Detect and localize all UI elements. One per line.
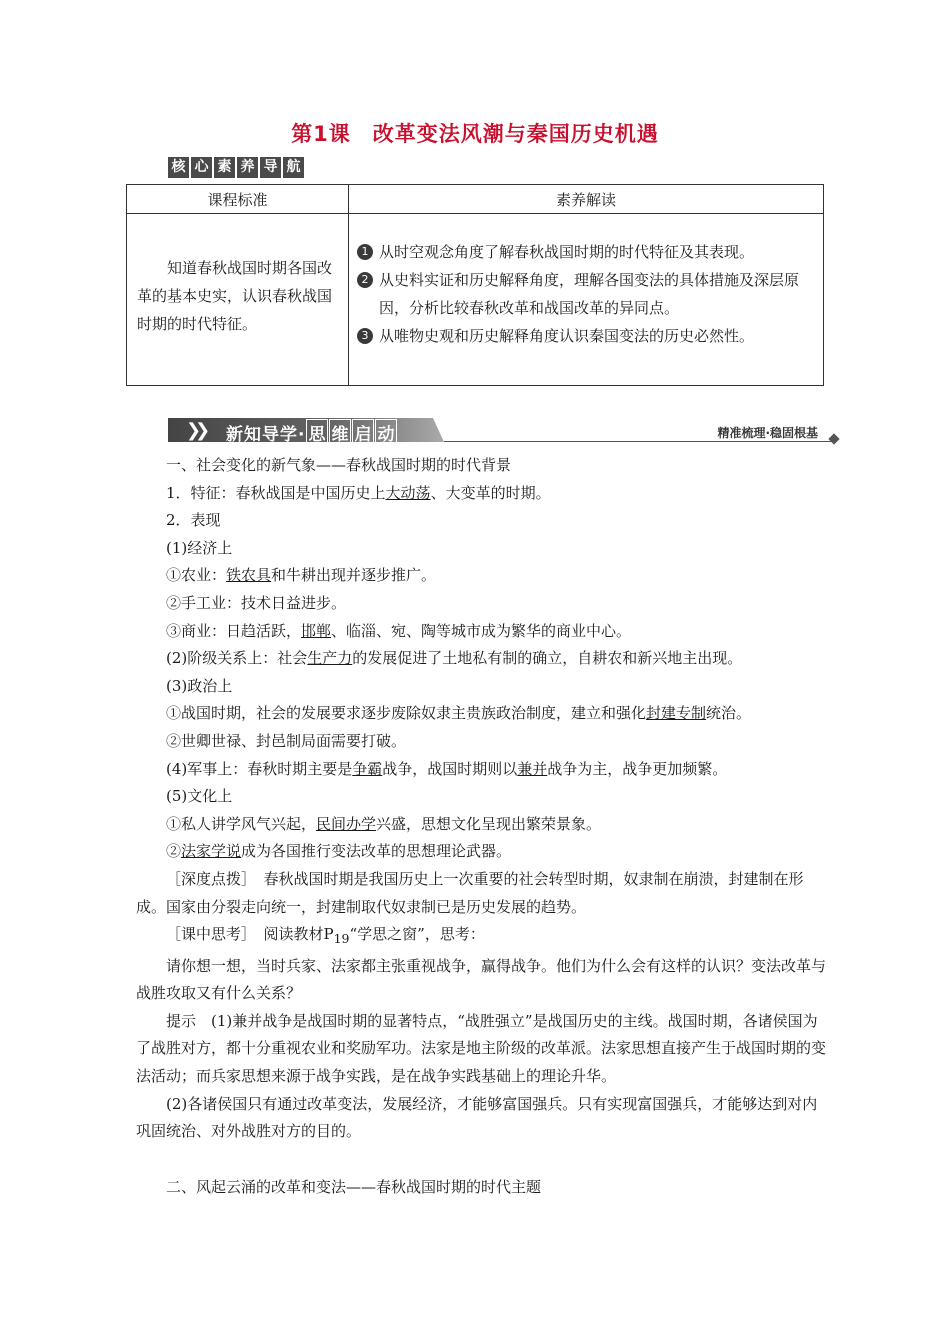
diamond-icon [828,433,839,444]
paragraph [136,838,826,866]
paragraph: (3)政治上 [166,676,233,695]
banner-title-left: 新知导学· [226,425,306,445]
text-span: 成为各国推行变法改革的思想理论武器。 [241,842,512,861]
text-span: 兴盛，思想文化呈现出繁荣景象。 [376,814,602,833]
core-nav-char: 核 [168,157,189,178]
key-term: 邯郸 [301,621,332,640]
text-span: 战争，战国时期则以 [382,759,518,778]
key-term: 兼并 [517,759,548,778]
course-standard-cell: 知道春秋战国时期各国改革的基本史实，认识春秋战国时期的时代特征。 [127,214,349,386]
key-term: 大动荡 [385,483,431,502]
text-span: 和牛耕出现并逐步推广。 [271,566,437,585]
paragraph [136,480,826,508]
text-span: 战争为主，战争更加频繁。 [547,759,728,778]
literacy-item [357,238,815,266]
section-banner [168,414,838,444]
key-term: 争霸 [352,759,383,778]
page-number: 19 [333,931,350,947]
hint: 提示 (1)兼并战争是战国时期的显著特点，“战胜强立”是战国历史的主线。战国时期，各诸侯国为了战胜对方，都十分重视农业和奖励军功。法家是地主阶级的改革派。法家思想直接产生于战国时期的变法活动；而兵家思想来源于战争实践，是在战争实践基础上的理论升华。 [136,1011,827,1086]
key-term: 封建专制 [646,704,707,723]
paragraph [136,700,826,728]
key-term: 生产力 [307,649,353,668]
text-span: 1．特征：春秋战国是中国历史上 [166,483,386,502]
core-nav-char: 养 [237,157,258,178]
text-span: ［课中思考］ 阅读教材P [166,925,334,944]
text-span: 的发展促进了土地私有制的确立，自耕农和新兴地主出现。 [352,649,743,668]
number-circle-icon: 1 [357,244,373,260]
hint: (2)各诸侯国只有通过改革变法，发展经济，才能够富国强兵。只有实现富国强兵，才能够达到对内巩固统治、对外战胜对方的目的。 [136,1094,818,1141]
banner-hl-char: 动 [375,419,397,446]
paragraph [136,562,826,590]
literacy-text: 从时空观念角度了解春秋战国时期的时代特征及其表现。 [379,243,755,261]
header-course-standard: 课程标准 [127,185,349,214]
banner-hl-char: 维 [329,419,351,446]
table-header-row [127,185,824,214]
lesson-title: 第1课 改革变法风潮与秦国历史机遇 [291,122,659,146]
in-class-thinking [136,921,826,953]
literacy-text: 从史料实证和历史解释角度，理解各国变法的具体措施及深层原因，分析比较春秋改革和战国改革的异同点。 [379,271,800,317]
text-span: ①私人讲学风气兴起， [166,814,317,833]
core-nav-char: 导 [260,157,281,178]
paragraph: ②手工业：技术日益进步。 [166,593,347,612]
text-span: “学思之窗”，思考： [349,925,485,944]
paragraph [136,645,826,673]
key-term: 民间办学 [316,814,377,833]
paragraph [136,811,826,839]
literacy-item [357,266,815,322]
text-span: 、大变革的时期。 [430,483,551,502]
text-span: 、临淄、宛、陶等城市成为繁华的商业中心。 [331,621,632,640]
section-heading: 一、社会变化的新气象——春秋战国时期的时代背景 [166,456,512,474]
literacy-cell [349,214,824,386]
text-span: (4)军事上：春秋时期主要是 [166,759,353,778]
chevron-right-icon: ❯❯ [186,420,205,441]
header-literacy-interpretation: 素养解读 [349,185,824,214]
text-span: ①战国时期，社会的发展要求逐步废除奴隶主贵族政治制度，建立和强化 [166,704,647,723]
banner-title [226,419,397,446]
question: 请你想一想，当时兵家、法家都主张重视战争，赢得战争。他们为什么会有这样的认识？变法改革与战胜攻取又有什么关系？ [136,956,827,1003]
paragraph [136,618,826,646]
banner-hl-char: 启 [352,419,374,446]
number-circle-icon: 3 [357,328,373,344]
paragraph: (5)文化上 [166,787,233,806]
number-circle-icon: 2 [357,272,373,288]
core-nav-char: 航 [283,157,304,178]
text-span: 统治。 [706,704,752,723]
deep-insight: ［深度点拨］ 春秋战国时期是我国历史上一次重要的社会转型时期，奴隶制在崩溃，封建制在形成。国家由分裂走向统一，封建制取代奴隶制已是历史发展的趋势。 [136,869,804,916]
core-literacy-table [126,184,824,386]
banner-hl-char: 思 [306,419,328,446]
core-nav-badge [168,157,304,178]
paragraph: 2．表现 [166,511,221,530]
core-nav-char: 心 [191,157,212,178]
paragraph [136,756,826,784]
banner-divider [444,441,832,442]
spacer [136,1146,826,1174]
literacy-text: 从唯物史观和历史解释角度认识秦国变法的历史必然性。 [379,327,755,345]
table-row [127,214,824,386]
lesson-body [136,452,826,1201]
text-span: ② [166,842,182,861]
key-term: 法家学说 [181,842,242,861]
paragraph: ②世卿世禄、封邑制局面需要打破。 [166,731,407,750]
text-span: ①农业： [166,566,227,585]
paragraph: (1)经济上 [166,538,233,557]
key-term: 铁农具 [226,566,272,585]
text-span: (2)阶级关系上：社会 [166,649,308,668]
banner-subtitle: 精准梳理·稳固根基 [717,426,818,440]
text-span: ③商业：日趋活跃， [166,621,302,640]
section-heading: 二、风起云涌的改革和变法——春秋战国时期的时代主题 [166,1177,542,1196]
literacy-item [357,322,815,350]
core-nav-char: 素 [214,157,235,178]
